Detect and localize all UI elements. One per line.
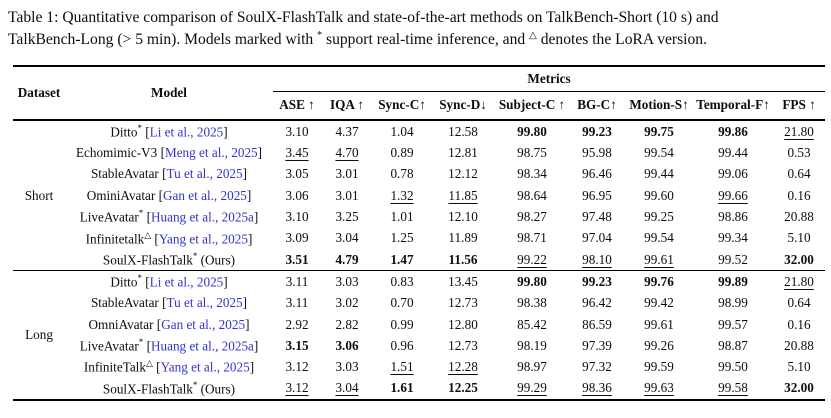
metric-value: 3.25 (335, 209, 359, 225)
metric-value: 99.25 (644, 209, 674, 225)
model-name: OmniAvatar (88, 316, 154, 332)
metric-value: 1.51 (390, 359, 414, 375)
citation-link[interactable]: Gan et al., 2025 (161, 316, 246, 332)
metric-col-header: BG-C↑ (569, 92, 625, 121)
model-cell: StableAvatar [Tu et al., 2025] (90, 166, 248, 182)
metric-value: 98.36 (582, 380, 612, 396)
metric-value: 0.83 (373, 271, 431, 293)
metric-value: 11.85 (448, 187, 478, 203)
citation-link[interactable]: Tu et al., 2025 (166, 295, 243, 311)
metric-value: 3.04 (335, 380, 359, 396)
metric-value: 99.75 (644, 123, 674, 139)
metric-value: 0.53 (787, 145, 811, 161)
model-name: LiveAvatar (79, 338, 139, 354)
realtime-star-symbol: * (317, 29, 323, 41)
metric-col-header: FPS ↑ (773, 92, 825, 121)
metric-value: 98.64 (517, 187, 547, 203)
table-row (13, 271, 825, 293)
model-cell: Infinitetalk△ [Yang et al., 2025] (85, 229, 253, 247)
metric-value: 1.04 (390, 123, 414, 139)
metric-col-header: ASE ↑ (273, 92, 321, 121)
metric-value: 1.61 (390, 380, 414, 396)
col-header-dataset: Dataset (13, 66, 65, 120)
metric-value: 99.50 (718, 359, 748, 375)
metric-value: 20.88 (784, 209, 814, 225)
metric-value: 97.32 (582, 359, 612, 375)
metric-value: 98.27 (517, 209, 547, 225)
metric-value: 99.76 (625, 271, 693, 293)
metric-value: 99.44 (644, 166, 674, 182)
metric-value: 98.10 (582, 251, 612, 267)
metric-value: 0.99 (390, 316, 414, 332)
model-name: OminiAvatar (86, 187, 156, 203)
model-name: Ditto (110, 124, 138, 140)
table-row (13, 335, 825, 356)
model-name: Echomimic-V3 (75, 145, 158, 161)
metric-value: 98.99 (718, 295, 748, 311)
citation-link[interactable]: Yang et al., 2025 (158, 231, 248, 247)
metric-col-header: Motion-S↑ (625, 92, 693, 121)
table-row (13, 249, 825, 271)
metric-value: 99.26 (644, 337, 674, 353)
metric-value: 98.86 (718, 209, 748, 225)
metric-col-header: Sync-C↑ (373, 92, 431, 121)
metric-value: 12.28 (448, 359, 478, 375)
citation-link[interactable]: Li et al., 2025 (149, 124, 224, 140)
table-row (13, 164, 825, 185)
metric-value: 0.64 (787, 295, 811, 311)
dataset-label: Long (13, 271, 65, 400)
metric-value: 3.01 (335, 166, 359, 182)
metric-value: 5.10 (787, 230, 811, 246)
citation-link[interactable]: Gan et al., 2025 (163, 187, 247, 203)
model-superscript: * (138, 337, 144, 348)
metric-value: 12.73 (448, 295, 478, 311)
metric-value: 99.52 (718, 251, 748, 267)
metric-value: 99.57 (718, 316, 748, 332)
table-row (13, 314, 825, 335)
citation-link[interactable]: Huang et al., 2025a (150, 338, 254, 354)
metric-value: 21.80 (784, 123, 814, 139)
model-superscript: △ (145, 358, 153, 369)
table-row (13, 356, 825, 377)
metric-value: 98.19 (517, 337, 547, 353)
dataset-group-short (13, 120, 825, 271)
model-cell: Ditto* [Li et al., 2025] (65, 271, 273, 293)
caption-text-4: denotes the LoRA version. (536, 30, 708, 48)
metric-value: 98.34 (517, 166, 547, 182)
col-header-model: Model (65, 66, 273, 120)
model-name: SoulX-FlashTalk (102, 252, 193, 268)
caption-line-1 (8, 7, 823, 29)
table-row (13, 185, 825, 206)
metric-value: 95.98 (582, 145, 612, 161)
table-row (13, 143, 825, 164)
metric-value: 99.61 (644, 251, 674, 267)
metric-value: 99.59 (644, 359, 674, 375)
metric-value: 99.89 (693, 271, 773, 293)
metric-col-header: Subject-C ↑ (495, 92, 569, 121)
results-table (13, 65, 825, 401)
metric-value: 3.02 (335, 295, 359, 311)
metric-col-header: Sync-D↓ (431, 92, 495, 121)
model-name: SoulX-FlashTalk (102, 381, 193, 397)
dataset-group-long (13, 271, 825, 400)
model-cell: OminiAvatar [Gan et al., 2025] (86, 187, 252, 203)
metric-value: 99.23 (569, 271, 625, 293)
metric-value: 3.45 (285, 145, 309, 161)
metric-value: 0.16 (787, 316, 811, 332)
metric-value: 0.16 (787, 187, 811, 203)
metric-value: 3.05 (285, 166, 309, 182)
metric-value: 98.87 (718, 337, 748, 353)
table-caption (8, 7, 823, 50)
metric-value: 3.11 (285, 295, 309, 311)
metric-value: 96.95 (582, 187, 612, 203)
caption-text-3: support real-time inference, and (322, 30, 530, 48)
table-row (13, 120, 825, 142)
model-superscript: * (192, 250, 198, 261)
metric-value: 0.78 (390, 166, 414, 182)
model-cell: Ditto* [Li et al., 2025] (110, 123, 228, 140)
metric-value: 3.03 (321, 271, 373, 293)
model-suffix: (Ours) (197, 252, 236, 268)
metric-value: 85.42 (517, 316, 547, 332)
metric-value: 4.37 (335, 123, 359, 139)
metric-value: 3.10 (285, 123, 309, 139)
header-row-1 (13, 66, 825, 92)
metric-value: 11.89 (448, 230, 478, 246)
metric-value: 32.00 (784, 380, 814, 396)
model-name: LiveAvatar (79, 209, 139, 225)
metric-value: 99.66 (718, 187, 748, 203)
metric-value: 20.88 (784, 337, 814, 353)
metric-value: 12.25 (448, 380, 478, 396)
metric-value: 3.12 (285, 359, 309, 375)
metric-col-header: Temporal-F↑ (693, 92, 773, 121)
metric-value: 98.75 (517, 145, 547, 161)
model-cell (65, 249, 273, 271)
metric-value: 12.10 (448, 209, 478, 225)
metric-value: 0.70 (390, 295, 414, 311)
table-row (13, 206, 825, 227)
caption-line-2 (8, 29, 823, 51)
model-superscript: * (137, 123, 142, 134)
model-cell: StableAvatar [Tu et al., 2025] (90, 295, 248, 311)
metric-value: 97.04 (582, 230, 612, 246)
metric-value: 99.61 (644, 316, 674, 332)
metric-value: 2.82 (335, 316, 359, 332)
metric-value: 99.80 (517, 123, 547, 139)
metric-value: 3.09 (285, 230, 309, 246)
metric-value: 99.22 (517, 251, 547, 267)
citation-link[interactable]: Li et al., 2025 (149, 274, 224, 290)
model-cell: InfiniteTalk△ [Yang et al., 2025] (83, 358, 255, 375)
metric-value: 99.23 (582, 123, 612, 139)
lora-triangle-symbol: △ (529, 29, 537, 41)
metric-value: 99.44 (718, 145, 748, 161)
metric-value: 3.11 (273, 271, 321, 293)
model-cell: LiveAvatar* [Huang et al., 2025a] (79, 337, 259, 354)
metric-value: 0.89 (390, 145, 414, 161)
model-suffix: (Ours) (197, 381, 236, 397)
metric-value: 3.51 (285, 251, 309, 267)
metric-value: 12.73 (448, 337, 478, 353)
citation-link[interactable]: Meng et al., 2025 (164, 145, 258, 161)
metric-value: 99.80 (495, 271, 569, 293)
metric-value: 1.47 (390, 251, 414, 267)
metric-value: 3.06 (285, 187, 309, 203)
model-name: Ditto (110, 274, 138, 290)
table-row (13, 293, 825, 314)
table-row (13, 228, 825, 249)
metric-value: 98.97 (517, 359, 547, 375)
model-name: StableAvatar (90, 295, 159, 311)
metric-value: 12.80 (448, 316, 478, 332)
metric-col-header: IQA ↑ (321, 92, 373, 121)
metric-value: 4.79 (335, 251, 359, 267)
metric-value: 99.29 (517, 380, 547, 396)
metric-value: 99.63 (644, 380, 674, 396)
metric-value: 3.01 (335, 187, 359, 203)
metric-value: 11.56 (448, 251, 478, 267)
metric-value: 98.38 (517, 295, 547, 311)
metric-value: 99.34 (718, 230, 748, 246)
model-cell (65, 378, 273, 400)
metric-value: 99.60 (644, 187, 674, 203)
metric-value: 3.06 (335, 337, 359, 353)
metric-value: 21.80 (773, 271, 825, 293)
metric-value: 99.54 (644, 230, 674, 246)
metric-value: 96.42 (582, 295, 612, 311)
metric-value: 99.54 (644, 145, 674, 161)
metric-value: 3.15 (285, 337, 309, 353)
metric-value: 0.64 (787, 166, 811, 182)
metric-value: 86.59 (582, 316, 612, 332)
metric-value: 32.00 (784, 251, 814, 267)
model-superscript: * (192, 379, 198, 390)
metric-value: 0.96 (390, 337, 414, 353)
model-name: InfiniteTalk (83, 359, 146, 375)
metric-value: 12.12 (448, 166, 478, 182)
caption-text-2: TalkBench-Long (> 5 min). Models marked with (8, 30, 318, 48)
metric-value: 3.10 (285, 209, 309, 225)
metric-value: 1.25 (390, 230, 414, 246)
dataset-label: Short (24, 187, 54, 203)
model-superscript: * (137, 273, 142, 284)
metric-value: 5.10 (787, 359, 811, 375)
metric-value: 3.03 (335, 359, 359, 375)
citation-link[interactable]: Tu et al., 2025 (166, 166, 243, 182)
metric-value: 3.12 (285, 380, 309, 396)
model-name: StableAvatar (90, 166, 159, 182)
col-header-metrics: Metrics (273, 66, 825, 92)
metric-value: 3.04 (335, 230, 359, 246)
model-cell: OmniAvatar [Gan et al., 2025] (88, 316, 250, 332)
metric-value: 2.92 (285, 316, 309, 332)
metric-value: 99.58 (718, 380, 748, 396)
model-superscript: * (138, 208, 144, 219)
metric-value: 12.81 (448, 145, 478, 161)
metric-value: 98.71 (517, 230, 547, 246)
metric-value: 99.86 (718, 123, 748, 139)
citation-link[interactable]: Yang et al., 2025 (160, 359, 250, 375)
caption-text-1: Table 1: Quantitative comparison of SoulX-FlashTalk and state-of-the-art methods on TalkBench-Short (10 s) and (8, 9, 719, 26)
metric-value: 1.01 (390, 209, 414, 225)
metric-value: 1.32 (390, 187, 414, 203)
model-cell: LiveAvatar* [Huang et al., 2025a] (79, 208, 259, 225)
metric-value: 12.58 (448, 123, 478, 139)
metric-value: 13.45 (431, 271, 495, 293)
citation-link[interactable]: Huang et al., 2025a (150, 209, 254, 225)
metric-value: 97.48 (582, 209, 612, 225)
metric-value: 99.06 (718, 166, 748, 182)
model-name: Infinitetalk (85, 231, 145, 247)
table-row (13, 378, 825, 400)
metric-value: 96.46 (582, 166, 612, 182)
model-cell: Echomimic-V3 [Meng et al., 2025] (75, 145, 263, 161)
metric-value: 99.42 (644, 295, 674, 311)
model-superscript: △ (144, 229, 152, 240)
metric-value: 97.39 (582, 337, 612, 353)
metric-value: 4.70 (335, 145, 359, 161)
